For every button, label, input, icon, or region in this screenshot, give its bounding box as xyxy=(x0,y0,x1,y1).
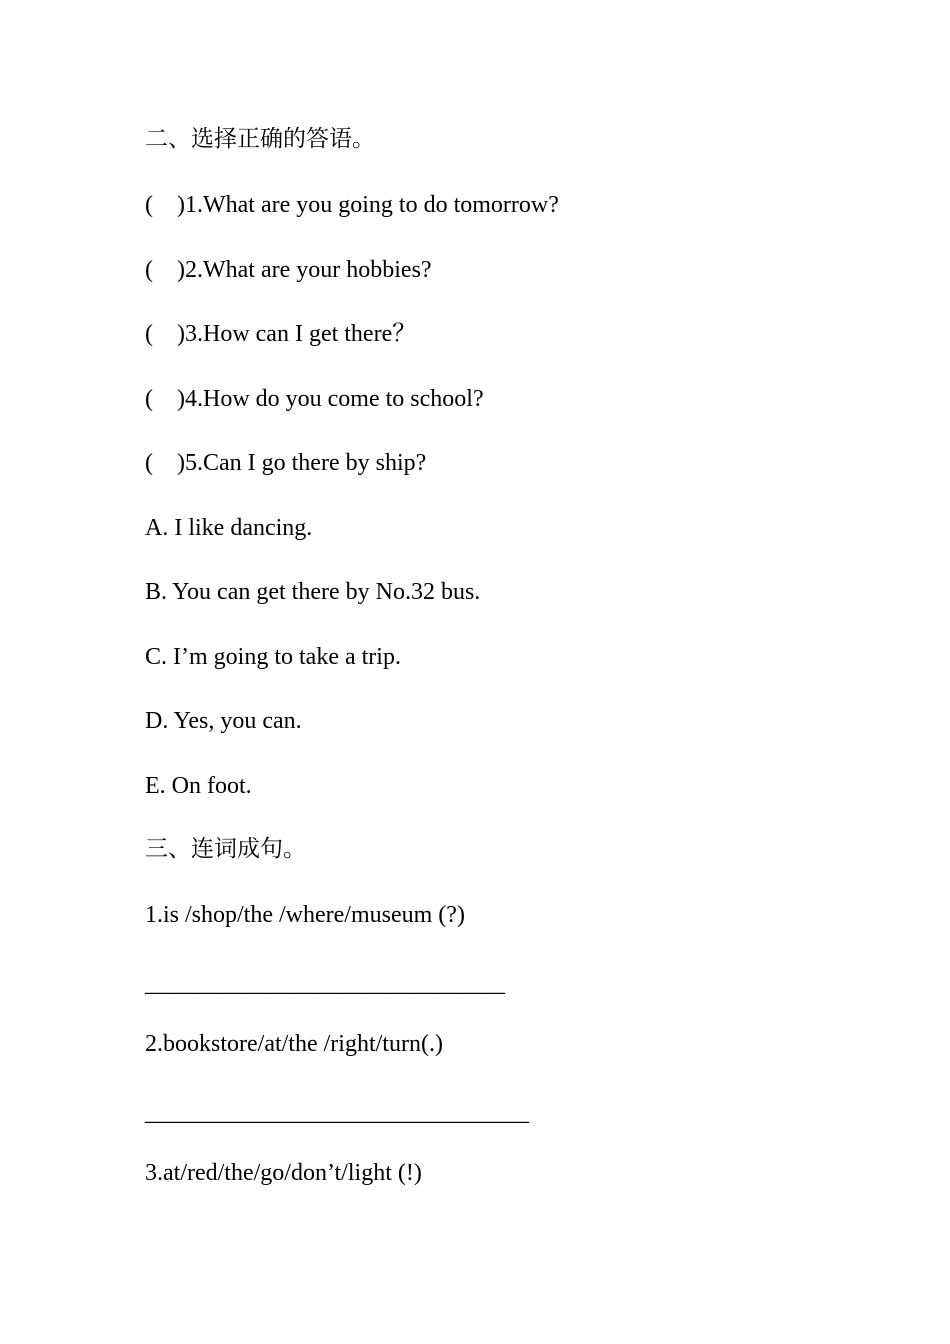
sentence-item-3: 3.at/red/the/go/don’t/light (!) xyxy=(145,1160,422,1186)
question-2: ( )2.What are your hobbies? xyxy=(145,257,432,283)
sentence-item-2: 2.bookstore/at/the /right/turn(.) xyxy=(145,1031,443,1057)
sentence-item-1: 1.is /shop/the /where/museum (?) xyxy=(145,902,465,928)
option-a: A. I like dancing. xyxy=(145,515,313,541)
option-e: E. On foot. xyxy=(145,773,252,799)
question-1: ( )1.What are you going to do tomorrow? xyxy=(145,192,559,218)
question-3: ( )3.How can I get there？ xyxy=(145,321,417,347)
question-4: ( )4.How do you come to school? xyxy=(145,386,484,412)
option-b: B. You can get there by No.32 bus. xyxy=(145,579,481,605)
option-d: D. Yes, you can. xyxy=(145,708,302,734)
section-2-heading: 二、选择正确的答语。 xyxy=(145,126,375,152)
answer-blank-2: ________________________________ xyxy=(145,1100,529,1126)
question-5: ( )5.Can I go there by ship? xyxy=(145,450,427,476)
option-c: C. I’m going to take a trip. xyxy=(145,644,401,670)
section-3-heading: 三、连词成句。 xyxy=(145,836,306,862)
answer-blank-1: ______________________________ xyxy=(145,971,505,997)
